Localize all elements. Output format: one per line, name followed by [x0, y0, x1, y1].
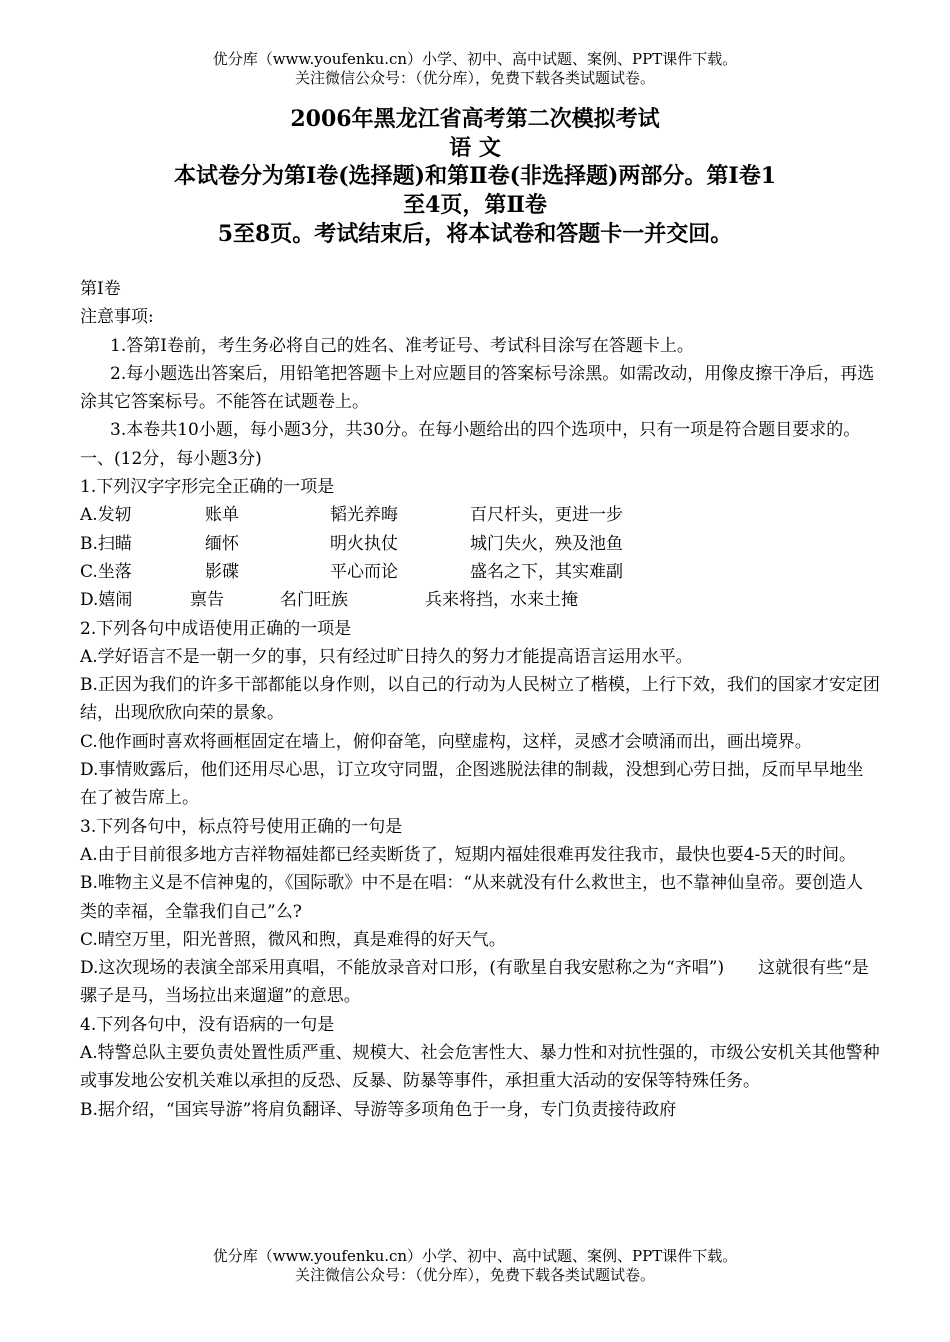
footer-line-2: 关注微信公众号：（优分库），免费下载各类试题试卷。	[294, 1266, 655, 1284]
question-2-option-a: A.学好语言不是一朝一夕的事，只有经过旷日持久的努力才能提高语言运用水平。	[80, 646, 693, 667]
exam-description-2: 至4页，第Ⅱ卷	[403, 192, 547, 218]
header-line-2: 关注微信公众号：（优分库），免费下载各类试题试卷。	[294, 69, 655, 87]
exam-description-1: 本试卷分为第Ⅰ卷(选择题)和第Ⅱ卷(非选择题)两部分。第Ⅰ卷1	[173, 163, 777, 189]
question-4-option-a: A.特警总队主要负责处置性质严重、规模大、社会危害性大、暴力性和对抗性强的，市级公安机关其他警种或事发地公安机关难以承担的反恐、反暴、防暴等事件，承担重大活动的安保等特殊任务。	[80, 1043, 880, 1092]
exam-subject: 语 文	[449, 135, 501, 161]
notice-item-1: 1.答第Ⅰ卷前，考生务必将自己的姓名、准考证号、考试科目涂写在答题卡上。	[110, 335, 694, 356]
header-line-1: 优分库（www.youfenku.cn）小学、初中、高中试题、案例、PPT课件下载。	[212, 50, 738, 68]
question-1-option-b: B.扫瞄 缅怀 明火执仗 城门失火，殃及池鱼	[80, 533, 623, 554]
notice-item-2: 2.每小题选出答案后，用铅笔把答题卡上对应题目的答案标号涂黑。如需改动，用像皮擦干净后，再选涂其它答案标号。不能答在试题卷上。	[80, 363, 875, 413]
question-1-option-d: D.嬉闹 禀告 名门旺族 兵来将挡，水来土掩	[80, 590, 578, 611]
exam-description-3: 5至8页。考试结束后，将本试卷和答题卡一并交回。	[217, 221, 733, 247]
question-3-option-d: D.这次现场的表演全部采用真唱，不能放录音对口形，(有歌星自我安慰称之为“齐唱”) 这就很有些“是骡子是马，当场拉出来遛遛”的意思。	[80, 958, 869, 1007]
question-1-option-c: C.坐落 影碟 平心而论 盛名之下，其实难副	[80, 561, 623, 582]
question-3-option-b: B.唯物主义是不信神鬼的，《国际歌》中不是在唱：“从来就没有什么救世主，也不靠神仙皇帝。要创造人类的幸福，全靠我们自己”么?	[80, 873, 864, 922]
question-1-stem: 1.下列汉字字形完全正确的一项是	[80, 477, 335, 498]
exam-content	[80, 275, 880, 1124]
question-2-stem: 2.下列各句中成语使用正确的一项是	[80, 618, 352, 639]
exam-title: 2006年黑龙江省高考第二次模拟考试	[290, 106, 660, 132]
question-3-option-c: C.晴空万里，阳光普照，微风和煦，真是难得的好天气。	[80, 929, 506, 950]
question-4-option-b: B.据介绍，“国宾导游”将肩负翻译、导游等多项角色于一身，专门负责接待政府	[80, 1099, 677, 1120]
section-heading: 第Ⅰ卷	[80, 279, 121, 299]
question-2-option-c: C.他作画时喜欢将画框固定在墙上，俯仰奋笔，向壁虚构，这样，灵感才会喷涌而出，画出境界。	[80, 731, 812, 752]
footer-line-1: 优分库（www.youfenku.cn）小学、初中、高中试题、案例、PPT课件下载。	[212, 1247, 738, 1265]
question-3-stem: 3.下列各句中，标点符号使用正确的一句是	[80, 816, 403, 837]
part-heading: 一、(12分，每小题3分)	[80, 448, 262, 469]
question-2-option-d: D.事情败露后，他们还用尽心思，订立攻守同盟，企图逃脱法律的制裁，没想到心劳日拙，反而早早地坐在了被告席上。	[80, 760, 864, 809]
notice-heading: 注意事项:	[80, 307, 154, 328]
question-2-option-b: B.正因为我们的许多干部都能以身作则，以自己的行动为人民树立了楷模，上行下效，我们的国家才安定团结，出现欣欣向荣的景象。	[80, 675, 880, 724]
question-4-stem: 4.下列各句中，没有语病的一句是	[80, 1014, 335, 1035]
question-1-option-a: A.发轫 账单 韬光养晦 百尺杆头，更进一步	[80, 505, 623, 526]
page-footer	[0, 1247, 950, 1285]
page-header	[0, 50, 950, 88]
notice-item-3: 3.本卷共10小题，每小题3分，共30分。在每小题给出的四个选项中，只有一项是符合题目要求的。	[110, 420, 861, 441]
question-3-option-a: A.由于目前很多地方吉祥物福娃都已经卖断货了，短期内福娃很难再发往我市，最快也要4-5天的时间。	[80, 844, 857, 865]
